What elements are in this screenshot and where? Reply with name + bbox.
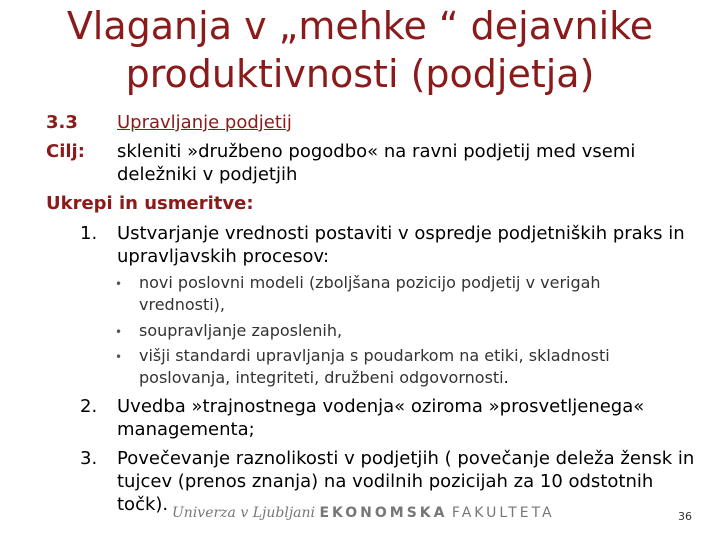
subitem-3-line-1: višji standardi upravljanja s poudarkom na etiki, skladnosti	[139, 346, 610, 365]
item-2-line-1: Uvedba »trajnostnega vodenja« oziroma »prosvetljenega«	[117, 396, 645, 417]
item-3-line-1: Povečevanje raznolikosti v podjetjih ( povečanje deleža žensk in	[117, 448, 695, 469]
slide-title	[0, 2, 720, 98]
title-line-2: produktivnosti (podjetja)	[125, 52, 595, 96]
item-3-line-2: tujcev (prenos znanja) na vodilnih pozicijah za 10 odstotnih	[117, 471, 654, 492]
subitem-3-line-2	[139, 367, 509, 389]
section-heading: Upravljanje podjetij	[117, 112, 292, 133]
item-3-number: 3.	[80, 448, 98, 469]
university-footer-logo	[172, 505, 555, 521]
item-3-line-3: točk).	[117, 494, 169, 515]
footer-v-ljubljani: v Ljubljani	[240, 505, 315, 521]
measures-label: Ukrepi in usmeritve:	[46, 193, 254, 214]
bullet-icon: •	[115, 350, 123, 364]
goal-label: Cilj:	[46, 141, 85, 162]
section-number: 3.3	[46, 112, 78, 133]
item-2-number: 2.	[80, 396, 98, 417]
footer-univerza: Univerza	[172, 505, 236, 521]
item-1-number: 1.	[80, 223, 98, 244]
item-2-line-2: managementa;	[117, 419, 255, 440]
item-1-line-2: upravljavskih procesov:	[117, 246, 330, 267]
subitem-1-line-1: novi poslovni modeli (zboljšana pozicijo podjetij v verigah	[139, 273, 601, 292]
subitem-3-line-2-text: poslovanja, integriteti, družbeni odgovornosti	[139, 368, 504, 387]
footer-ekonomska: EKONOMSKA	[319, 505, 448, 521]
subitem-3-end: .	[503, 368, 509, 387]
page-number: 36	[678, 510, 692, 523]
footer-fakulteta: FAKULTETA	[451, 505, 555, 521]
bullet-icon: •	[115, 277, 123, 291]
title-line-1: Vlaganja v „mehke “ dejavnike	[66, 4, 654, 48]
goal-text-line-2: deležniki v podjetjih	[117, 164, 298, 185]
bullet-icon: •	[115, 325, 123, 339]
subitem-1-line-2: vrednosti),	[139, 295, 226, 314]
subitem-2-line-1: soupravljanje zaposlenih,	[139, 321, 343, 340]
item-1-line-1: Ustvarjanje vrednosti postaviti v ospredje podjetniških praks in	[117, 223, 685, 244]
goal-text-line-1: skleniti »družbeno pogodbo« na ravni podjetij med vsemi	[117, 141, 636, 162]
